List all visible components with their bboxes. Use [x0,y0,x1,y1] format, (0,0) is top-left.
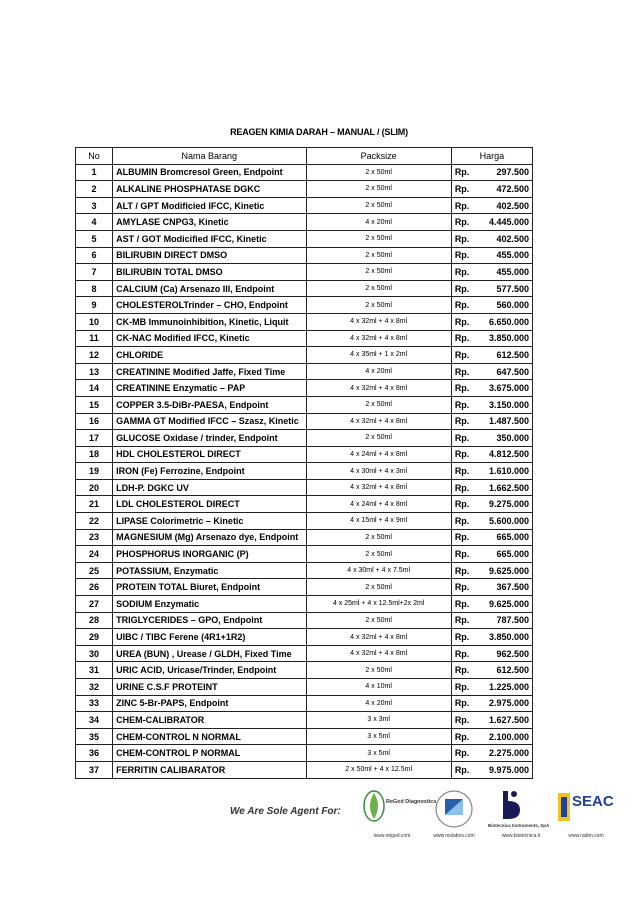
row-price [451,363,532,380]
row-packsize: 2 x 50ml [306,280,451,297]
currency-label: Rp. [454,648,470,659]
price-value: 1.662.500 [488,482,529,493]
table-row [76,761,533,778]
row-price [451,380,532,397]
table-row [76,330,533,347]
currency-label: Rp. [454,482,470,493]
row-no: 10 [76,313,113,330]
row-price [451,197,532,214]
currency-label: Rp. [454,714,470,725]
currency-label: Rp. [454,598,470,609]
reged-leaf-icon [362,789,386,823]
price-value: 2.100.000 [488,731,529,742]
row-name: CHEM-CALIBRATOR [113,712,306,729]
currency-label: Rp. [454,515,470,526]
table-row [76,164,533,181]
row-packsize: 4 x 32ml + 4 x 8ml [306,413,451,430]
row-price [451,529,532,546]
currency-label: Rp. [454,333,470,344]
price-value: 2.975.000 [488,698,529,709]
row-packsize: 2 x 50ml [306,247,451,264]
row-no: 33 [76,695,113,712]
table-row [76,629,533,646]
price-value: 577.500 [496,283,529,294]
row-packsize: 2 x 50ml [306,181,451,198]
currency-label: Rp. [454,748,470,759]
mslabos-logo [426,789,482,839]
row-price [451,280,532,297]
row-no: 27 [76,596,113,613]
price-value: 647.500 [496,366,529,377]
table-row [76,612,533,629]
currency-label: Rp. [454,681,470,692]
row-packsize: 4 x 20ml [306,363,451,380]
price-value: 402.500 [496,200,529,211]
row-name: LDL CHOLESTEROL DIRECT [113,496,306,513]
table-row [76,413,533,430]
mslabos-url: www.mslabos.com [433,833,475,839]
row-name: HDL CHOLESTEROL DIRECT [113,446,306,463]
row-no: 22 [76,513,113,530]
row-no: 23 [76,529,113,546]
row-no: 36 [76,745,113,762]
row-price [451,629,532,646]
price-value: 787.500 [496,615,529,626]
row-price [451,496,532,513]
table-row [76,513,533,530]
currency-label: Rp. [454,449,470,460]
row-price [451,181,532,198]
row-no: 2 [76,181,113,198]
row-name: FERRITIN CALIBARATOR [113,761,306,778]
row-price [451,712,532,729]
row-name: BILIRUBIN DIRECT DMSO [113,247,306,264]
row-name: UIBC / TIBC Ferene (4R1+1R2) [113,629,306,646]
row-packsize: 2 x 50ml [306,662,451,679]
row-name: UREA (BUN) , Urease / GLDH, Fixed Time [113,645,306,662]
table-header-row [76,148,533,165]
table-row [76,430,533,447]
row-packsize: 2 x 50ml [306,230,451,247]
row-no: 16 [76,413,113,430]
row-no: 13 [76,363,113,380]
row-name: SODIUM Enzymatic [113,596,306,613]
row-packsize: 2 x 50ml [306,297,451,314]
biotecnica-b-icon [500,789,522,821]
price-table [75,147,533,779]
price-value: 1.627.500 [488,714,529,725]
header-name: Nama Barang [113,148,306,165]
row-packsize: 4 x 32ml + 4 x 8ml [306,479,451,496]
row-price [451,396,532,413]
row-no: 32 [76,679,113,696]
price-value: 612.500 [496,349,529,360]
row-packsize: 4 x 30ml + 4 x 3ml [306,463,451,480]
row-packsize: 4 x 24ml + 4 x 8ml [306,496,451,513]
row-no: 8 [76,280,113,297]
currency-label: Rp. [454,632,470,643]
price-value: 367.500 [496,582,529,593]
price-value: 9.625.000 [488,565,529,576]
row-name: URINE C.S.F PROTEINT [113,679,306,696]
row-price [451,679,532,696]
price-value: 297.500 [496,167,529,178]
row-name: ALBUMIN Bromcresol Green, Endpoint [113,164,306,181]
currency-label: Rp. [454,432,470,443]
row-price [451,214,532,231]
row-no: 4 [76,214,113,231]
price-value: 350.000 [496,432,529,443]
row-price [451,347,532,364]
row-packsize: 3 x 5ml [306,745,451,762]
table-row [76,280,533,297]
currency-label: Rp. [454,200,470,211]
row-name: CHLORIDE [113,347,306,364]
table-row [76,363,533,380]
price-value: 5.600.000 [488,515,529,526]
price-value: 560.000 [496,300,529,311]
row-name: GAMMA GT Modified IFCC – Szasz, Kinetic [113,413,306,430]
table-row [76,728,533,745]
currency-label: Rp. [454,466,470,477]
row-price [451,761,532,778]
table-row [76,645,533,662]
currency-label: Rp. [454,665,470,676]
price-value: 9.625.000 [488,598,529,609]
row-price [451,297,532,314]
row-no: 6 [76,247,113,264]
biotecnica-name: Biotecnica Instruments, SpA [488,823,550,828]
price-value: 455.000 [496,266,529,277]
currency-label: Rp. [454,316,470,327]
row-packsize: 3 x 3ml [306,712,451,729]
row-price [451,728,532,745]
row-name: ZINC 5-Br-PAPS, Endpoint [113,695,306,712]
row-no: 20 [76,479,113,496]
row-no: 19 [76,463,113,480]
price-value: 402.500 [496,233,529,244]
table-row [76,562,533,579]
row-packsize: 4 x 20ml [306,214,451,231]
price-value: 6.650.000 [488,316,529,327]
reged-name: ReGed Diagnostics [386,799,437,805]
currency-label: Rp. [454,250,470,261]
table-row [76,712,533,729]
row-name: COPPER 3.5-DiBr-PAESA, Endpoint [113,396,306,413]
table-row [76,396,533,413]
row-price [451,745,532,762]
row-price [451,313,532,330]
header-price: Harga [451,148,532,165]
price-value: 612.500 [496,665,529,676]
row-name: IRON (Fe) Ferrozine, Endpoint [113,463,306,480]
row-packsize: 4 x 32ml + 4 x 8ml [306,629,451,646]
document-title: REAGEN KIMIA DARAH – MANUAL / (SLIM) [230,127,408,137]
price-value: 2.275.000 [488,748,529,759]
row-price [451,546,532,563]
row-name: AMYLASE CNPG3, Kinetic [113,214,306,231]
currency-label: Rp. [454,731,470,742]
price-value: 1.225.000 [488,681,529,692]
table-row [76,745,533,762]
row-packsize: 2 x 50ml [306,197,451,214]
table-row [76,596,533,613]
row-name: POTASSIUM, Enzymatic [113,562,306,579]
price-value: 3.150.000 [488,399,529,410]
row-packsize: 4 x 32ml + 4 x 8ml [306,313,451,330]
currency-label: Rp. [454,499,470,510]
row-no: 9 [76,297,113,314]
row-no: 14 [76,380,113,397]
row-name: CK-NAC Modified IFCC, Kinetic [113,330,306,347]
currency-label: Rp. [454,416,470,427]
row-packsize: 4 x 25ml + 4 x 12.5ml+2x 2ml [306,596,451,613]
footer [230,789,630,849]
row-price [451,612,532,629]
row-name: CK-MB Immunoinhibition, Kinetic, Liquit [113,313,306,330]
currency-label: Rp. [454,217,470,228]
row-name: AST / GOT Modicified IFCC, Kinetic [113,230,306,247]
sole-agent-text: We Are Sole Agent For: [230,806,341,817]
row-price [451,579,532,596]
table-row [76,546,533,563]
row-price [451,230,532,247]
row-price [451,446,532,463]
row-name: URIC ACID, Uricase/Trinder, Endpoint [113,662,306,679]
table-row [76,695,533,712]
currency-label: Rp. [454,383,470,394]
row-name: CHOLESTEROLTrinder – CHO, Endpoint [113,297,306,314]
currency-label: Rp. [454,349,470,360]
row-no: 25 [76,562,113,579]
price-value: 4.445.000 [488,217,529,228]
table-row [76,247,533,264]
currency-label: Rp. [454,582,470,593]
row-no: 37 [76,761,113,778]
row-packsize: 2 x 50ml [306,264,451,281]
mslabos-emblem-icon [434,789,474,829]
price-value: 962.500 [496,648,529,659]
row-packsize: 4 x 35ml + 1 x 2ml [306,347,451,364]
currency-label: Rp. [454,167,470,178]
currency-label: Rp. [454,549,470,560]
biotecnica-url: www.biotecnica.it [501,833,541,839]
row-price [451,695,532,712]
row-price [451,513,532,530]
row-packsize: 2 x 50ml [306,396,451,413]
row-name: CALCIUM (Ca) Arsenazo III, Endpoint [113,280,306,297]
header-no: No [76,148,113,165]
row-no: 11 [76,330,113,347]
row-packsize: 4 x 32ml + 4 x 8ml [306,330,451,347]
row-name: CREATININE Enzymatic – PAP [113,380,306,397]
row-name: GLUCOSE Oxidase / trinder, Endpoint [113,430,306,447]
table-row [76,446,533,463]
row-name: BILIRUBIN TOTAL DMSO [113,264,306,281]
row-no: 18 [76,446,113,463]
currency-label: Rp. [454,283,470,294]
price-value: 9.975.000 [488,764,529,775]
seac-url: www.radim.com [568,833,604,839]
row-name: MAGNESIUM (Mg) Arsenazo dye, Endpoint [113,529,306,546]
currency-label: Rp. [454,615,470,626]
row-packsize: 2 x 50ml + 4 x 12.5ml [306,761,451,778]
row-name: CREATININE Modified Jaffe, Fixed Time [113,363,306,380]
price-value: 3.675.000 [488,383,529,394]
seac-name: SEAC [572,793,614,810]
table-row [76,313,533,330]
row-price [451,479,532,496]
row-price [451,413,532,430]
row-name: LDH-P. DGKC UV [113,479,306,496]
row-packsize: 2 x 50ml [306,529,451,546]
price-value: 455.000 [496,250,529,261]
price-value: 1.487.500 [488,416,529,427]
table-row [76,479,533,496]
row-name: ALKALINE PHOSPHATASE DGKC [113,181,306,198]
price-value: 665.000 [496,532,529,543]
currency-label: Rp. [454,366,470,377]
row-name: LIPASE Colorimetric – Kinetic [113,513,306,530]
table-row [76,214,533,231]
price-value: 1.610.000 [488,466,529,477]
row-no: 26 [76,579,113,596]
price-value: 665.000 [496,549,529,560]
row-packsize: 4 x 24ml + 4 x 8ml [306,446,451,463]
seac-mark-icon [558,793,570,821]
row-price [451,596,532,613]
row-price [451,662,532,679]
row-packsize: 2 x 50ml [306,164,451,181]
row-price [451,645,532,662]
table-row [76,579,533,596]
row-no: 28 [76,612,113,629]
row-name: CHEM-CONTROL P NORMAL [113,745,306,762]
row-price [451,330,532,347]
row-packsize: 4 x 32ml + 4 x 8ml [306,645,451,662]
table-row [76,197,533,214]
row-no: 1 [76,164,113,181]
row-no: 17 [76,430,113,447]
row-packsize: 4 x 32ml + 4 x 8ml [306,380,451,397]
row-packsize: 4 x 30ml + 4 x 7.5ml [306,562,451,579]
table-row [76,230,533,247]
table-row [76,264,533,281]
table-row [76,529,533,546]
row-no: 7 [76,264,113,281]
currency-label: Rp. [454,764,470,775]
row-name: ALT / GPT Modificied IFCC, Kinetic [113,197,306,214]
row-no: 30 [76,645,113,662]
row-packsize: 2 x 50ml [306,546,451,563]
row-packsize: 2 x 50ml [306,430,451,447]
table-row [76,662,533,679]
currency-label: Rp. [454,300,470,311]
price-value: 4.812.500 [488,449,529,460]
row-packsize: 4 x 10ml [306,679,451,696]
currency-label: Rp. [454,698,470,709]
row-price [451,430,532,447]
row-no: 15 [76,396,113,413]
row-no: 35 [76,728,113,745]
row-price [451,264,532,281]
currency-label: Rp. [454,233,470,244]
reged-url: www.reiged.com [373,833,411,839]
price-value: 472.500 [496,183,529,194]
currency-label: Rp. [454,266,470,277]
biotecnica-logo [488,789,554,839]
row-no: 24 [76,546,113,563]
row-no: 31 [76,662,113,679]
row-packsize: 3 x 5ml [306,728,451,745]
row-no: 5 [76,230,113,247]
row-name: CHEM-CONTROL N NORMAL [113,728,306,745]
row-price [451,562,532,579]
row-price [451,247,532,264]
table-row [76,496,533,513]
row-name: TRIGLYCERIDES – GPO, Endpoint [113,612,306,629]
reged-logo [362,789,437,839]
row-packsize: 4 x 15ml + 4 x 9ml [306,513,451,530]
currency-label: Rp. [454,183,470,194]
header-packsize: Packsize [306,148,451,165]
row-packsize: 2 x 50ml [306,579,451,596]
table-row [76,297,533,314]
row-name: PROTEIN TOTAL Biuret, Endpoint [113,579,306,596]
table-row [76,380,533,397]
row-no: 12 [76,347,113,364]
row-no: 21 [76,496,113,513]
row-no: 3 [76,197,113,214]
row-no: 34 [76,712,113,729]
row-packsize: 4 x 20ml [306,695,451,712]
row-packsize: 2 x 50ml [306,612,451,629]
row-price [451,164,532,181]
currency-label: Rp. [454,532,470,543]
table-row [76,347,533,364]
table-row [76,679,533,696]
price-value: 9.275.000 [488,499,529,510]
price-value: 3.850.000 [488,333,529,344]
table-row [76,181,533,198]
currency-label: Rp. [454,565,470,576]
currency-label: Rp. [454,399,470,410]
row-price [451,463,532,480]
row-no: 29 [76,629,113,646]
table-row [76,463,533,480]
price-value: 3.850.000 [488,632,529,643]
row-name: PHOSPHORUS INORGANIC (P) [113,546,306,563]
